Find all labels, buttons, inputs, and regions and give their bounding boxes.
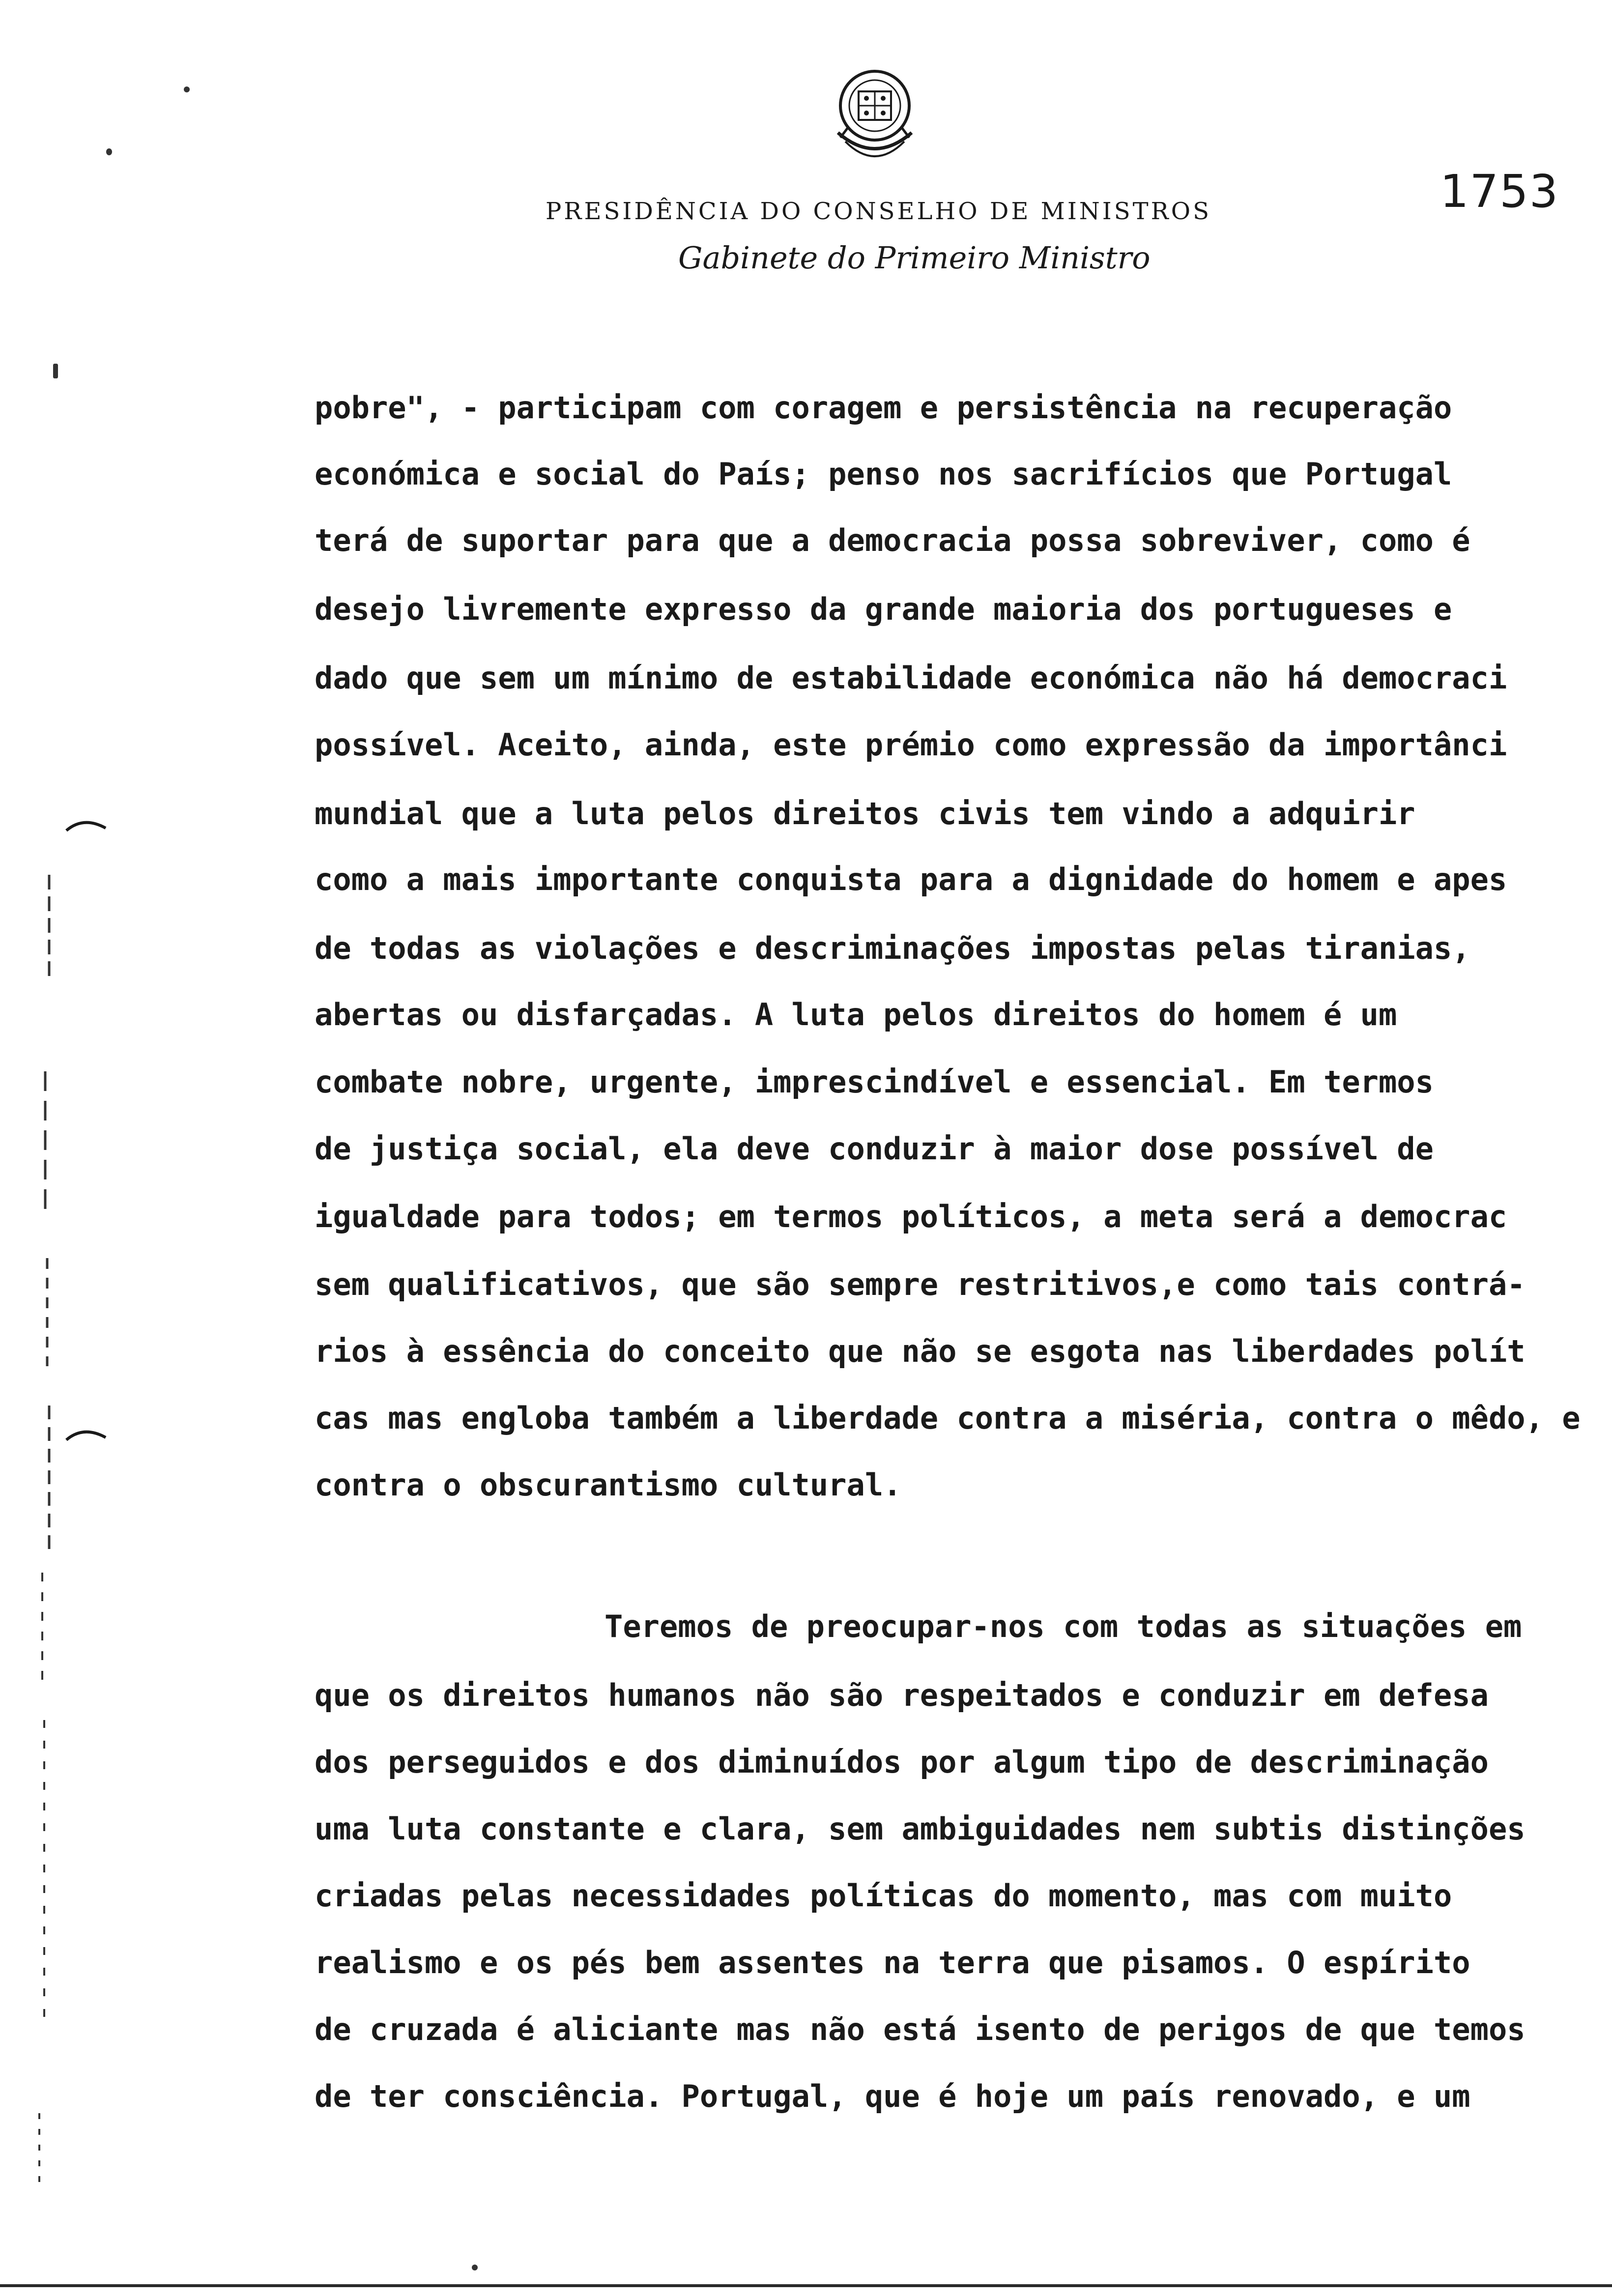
body-text-line: igualdade para todos; em termos políticos, a meta será a democrac — [315, 1199, 1507, 1234]
body-text-line: rios à essência do conceito que não se esgota nas liberdades polít — [315, 1333, 1526, 1369]
body-text-line: de todas as violações e descriminações impostas pelas tiranias, — [315, 930, 1470, 966]
body-text-line: abertas ou disfarçadas. A luta pelos direitos do homem é um — [315, 997, 1397, 1033]
body-text-line: de ter consciência. Portugal, que é hoje um país renovado, e um — [315, 2078, 1470, 2114]
body-text-line: como a mais importante conquista para a dignidade do homem e apes — [315, 861, 1507, 897]
body-text-line: dos perseguidos e dos diminuídos por algum tipo de descriminação — [315, 1744, 1489, 1780]
body-text-line: uma luta constante e clara, sem ambiguidades nem subtis distinções — [315, 1811, 1526, 1847]
scan-margin-artifacts — [0, 0, 64, 2296]
body-text-line: de justiça social, ela deve conduzir à maior dose possível de — [315, 1131, 1434, 1167]
body-text-line: pobre", - participam com coragem e persistência na recuperação — [315, 390, 1452, 426]
body-text-line: possível. Aceito, ainda, este prémio como expressão da importânci — [315, 727, 1507, 763]
body-text-line: de cruzada é aliciante mas não está isento de perigos de que temos — [315, 2011, 1526, 2047]
body-text-line: criadas pelas necessidades políticas do momento, mas com muito — [315, 1878, 1452, 1914]
organization-title: PRESIDÊNCIA DO CONSELHO DE MINISTROS — [546, 198, 1212, 225]
body-text-line: mundial que a luta pelos direitos civis tem vindo a adquirir — [315, 796, 1415, 832]
scan-speck — [184, 86, 190, 92]
body-text-line: realismo e os pés bem assentes na terra que pisamos. O espírito — [315, 1945, 1470, 1980]
body-text-line: cas mas engloba também a liberdade contra a miséria, contra o mêdo, e — [315, 1400, 1581, 1436]
body-text-line: contra o obscurantismo cultural. — [315, 1467, 902, 1503]
body-text-line: combate nobre, urgente, imprescindível e essencial. Em termos — [315, 1064, 1434, 1100]
office-subtitle: Gabinete do Primeiro Ministro — [678, 240, 1151, 276]
page-number: 1753 — [1440, 165, 1559, 218]
coat-of-arms-seal — [818, 59, 931, 172]
body-text-line: terá de suportar para que a democracia possa sobreviver, como é — [315, 522, 1470, 558]
body-text-line: que os direitos humanos não são respeitados e conduzir em defesa — [315, 1677, 1489, 1713]
scan-speck — [53, 364, 58, 378]
margin-bracket-mark — [64, 1425, 108, 1445]
body-text-line: sem qualificativos, que são sempre restritivos,e como tais contrá- — [315, 1266, 1526, 1302]
paragraph-first-line: Teremos de preocupar-nos com todas as situações em — [604, 1608, 1522, 1644]
body-text-line: económica e social do País; penso nos sacrifícios que Portugal — [315, 456, 1452, 492]
margin-bracket-mark — [64, 816, 108, 835]
body-text-line: desejo livremente expresso da grande maioria dos portugueses e — [315, 591, 1452, 627]
scan-speck — [106, 148, 112, 155]
page-bottom-edge — [0, 2284, 1612, 2287]
scan-speck — [472, 2265, 478, 2270]
body-text-line: dado que sem um mínimo de estabilidade económica não há democraci — [315, 660, 1507, 696]
